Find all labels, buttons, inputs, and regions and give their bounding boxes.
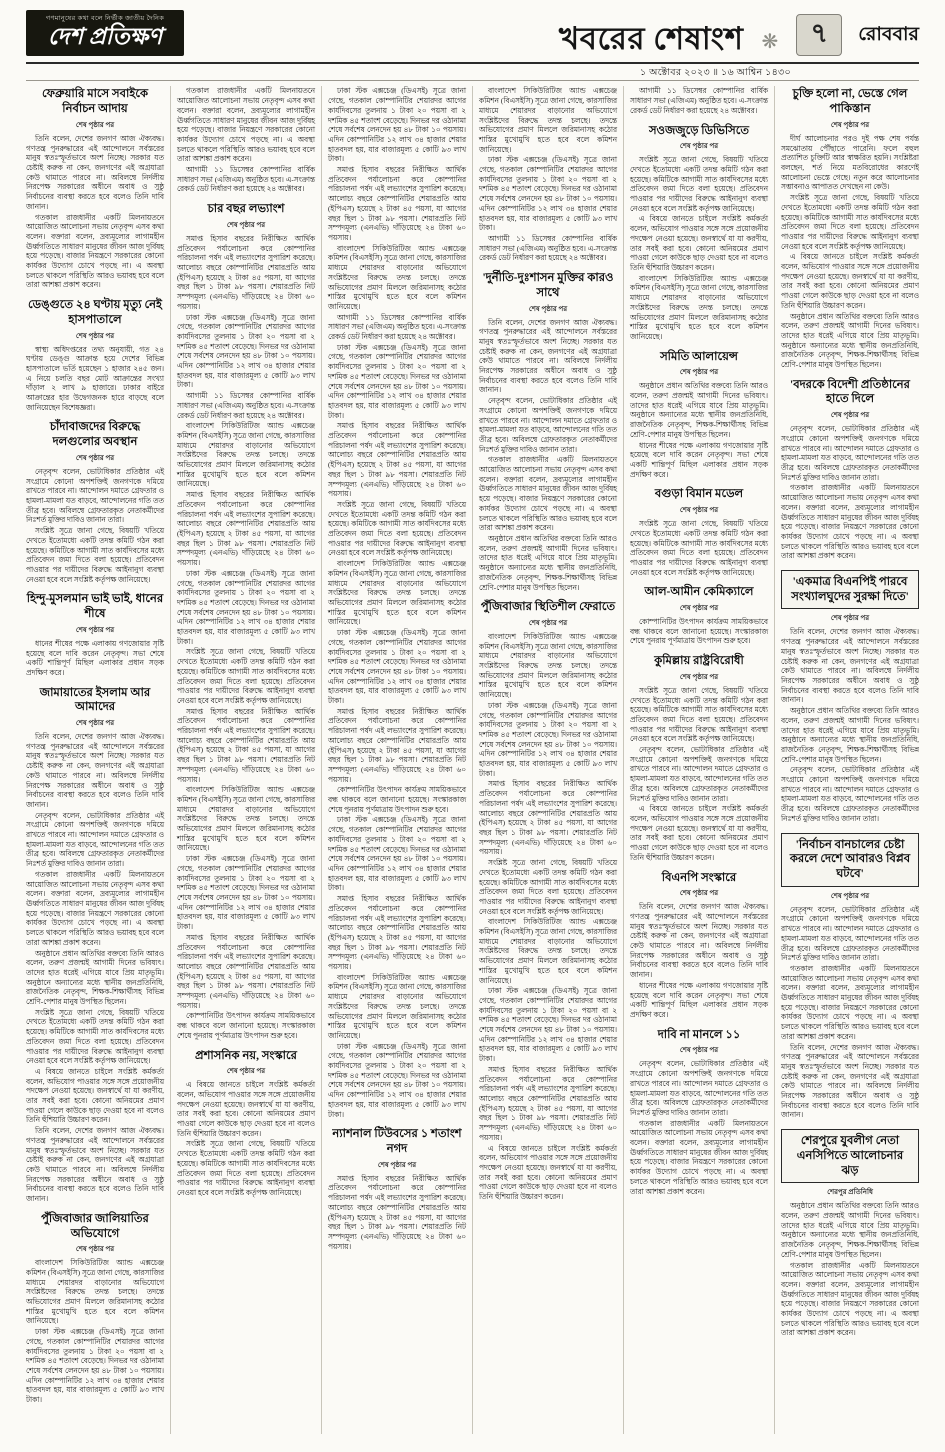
article-paragraph: আগামী ১১ ডিসেম্বর কোম্পানির বার্ষিক সাধারণ সভা (এজিএম) অনুষ্ঠিত হবে। এ-সংক্রান্ত রেকর্ড ডেট নির্ধারণ করা হয়েছে ২৪ অক্টোবর। — [630, 86, 768, 115]
issue-date: ১ অক্টোবর ২০২৩ ॥ ১৬ আশ্বিন ১৪৩০ — [640, 68, 791, 79]
page-header — [26, 10, 919, 64]
article-headline: চার বছর লভ্যাংশ — [207, 203, 285, 216]
newspaper-masthead — [26, 10, 184, 56]
weekday-label: রোববার — [858, 24, 919, 46]
article-headline: জামায়াতের ইসলাম আর আমাদের — [39, 686, 151, 714]
article-paragraph: সমাপ্ত হিসাব বছরের নিরীক্ষিত আর্থিক প্রতিবেদন পর্যালোচনা করে কোম্পানির পরিচালনা পর্ষদ এই লভ্যাংশের সুপারিশ করেছে। আলোচ্য বছরে কোম্পানিটির শেয়ারপ্রতি আয় (ইপিএস) হয়েছে ২ টাকা ৪৫ পয়সা, যা আগের বছর ছিল ১ টাকা ৯৮ পয়সা। শেয়ারপ্রতি নিট সম্পদমূল্য (এনএভি) দাঁড়িয়েছে ২৪ টাকা ৬০ পয়সায়। — [328, 1173, 466, 1251]
article-dateline: শেষ পৃষ্ঠার পর — [679, 142, 719, 151]
news-column-6 — [775, 86, 919, 1434]
article-headline: 'একমাত্র বিএনপিই পারবে সংখ্যালঘুদের সুরক্ষা দিতে' — [781, 570, 919, 609]
article-paragraph: ঢাকা স্টক এক্সচেঞ্জ (ডিএসই) সূত্রে জানা গেছে, গতকাল কোম্পানিটির শেয়ারদর আগের কার্যদিবসের তুলনায় ১ টাকা ২০ পয়সা বা ২ দশমিক ৪৫ শতাংশ বেড়েছে। দিনভর দর ওঠানামা শেষে সর্বশেষ লেনদেন হয় ৪৮ টাকা ১০ পয়সায়। এদিন কোম্পানিটির ১২ লাখ ৩৪ হাজার শেয়ার হাতবদল হয়, যার বাজারমূল্য ৫ কোটি ৯৩ লাখ টাকা। — [479, 986, 617, 1064]
article — [630, 585, 768, 646]
article-paragraph: সমাপ্ত হিসাব বছরের নিরীক্ষিত আর্থিক প্রতিবেদন পর্যালোচনা করে কোম্পানির পরিচালনা পর্ষদ এই লভ্যাংশের সুপারিশ করেছে। আলোচ্য বছরে কোম্পানিটির শেয়ারপ্রতি আয় (ইপিএস) হয়েছে ২ টাকা ৪৫ পয়সা, যা আগের বছর ছিল ১ টাকা ৯৮ পয়সা। শেয়ারপ্রতি নিট সম্পদমূল্য (এনএভি) দাঁড়িয়েছে ২৪ টাকা ৬০ পয়সায়। — [177, 490, 315, 568]
article — [479, 271, 617, 592]
article-paragraph: গতকাল রাজধানীর একটি মিলনায়তনে আয়োজিত আলোচনা সভায় নেতৃবৃন্দ এসব কথা বলেন। বক্তারা বলেন, দ্রব্যমূল্যের লাগামহীন ঊর্ধ্বগতিতে সাধারণ মানুষের জীবন আজ দুর্বিষহ হয়ে পড়েছে। বাজার নিয়ন্ত্রণে সরকারের কোনো কার্যকর উদ্যোগ চোখে পড়ছে না। এ অবস্থা চলতে থাকলে পরিস্থিতি আরও ভয়াবহ হবে বলে তারা আশঙ্কা প্রকাশ করেন। — [479, 455, 617, 533]
news-column-1 — [26, 86, 171, 1434]
article-paragraph: এ বিষয়ে জানতে চাইলে সংশ্লিষ্ট কর্মকর্তা বলেন, অভিযোগ পাওয়ার সঙ্গে সঙ্গে প্রয়োজনীয় পদক্ষেপ নেওয়া হয়েছে। জনস্বার্থে যা যা করণীয়, তার সবই করা হবে। কোনো অনিয়মের প্রমাণ পাওয়া গেলে কাউকে ছাড় দেওয়া হবে না বলেও তিনি হুঁশিয়ারি উচ্চারণ করেন। — [781, 252, 919, 310]
article-headline: শেরপুরে যুবলীগ নেতা এনসিপিতে আলোচনার ঝড় — [781, 1129, 919, 1183]
article-paragraph: গতকাল রাজধানীর একটি মিলনায়তনে আয়োজিত আলোচনা সভায় নেতৃবৃন্দ এসব কথা বলেন। বক্তারা বলেন, দ্রব্যমূল্যের লাগামহীন ঊর্ধ্বগতিতে সাধারণ মানুষের জীবন আজ দুর্বিষহ হয়ে পড়েছে। বাজার নিয়ন্ত্রণে সরকারের কোনো কার্যকর উদ্যোগ চোখে পড়ছে না। এ অবস্থা চলতে থাকলে পরিস্থিতি আরও ভয়াবহ হবে বলে তারা আশঙ্কা প্রকাশ করেন। — [781, 963, 919, 1041]
article-paragraph: ঢাকা স্টক এক্সচেঞ্জ (ডিএসই) সূত্রে জানা গেছে, গতকাল কোম্পানিটির শেয়ারদর আগের কার্যদিবসের তুলনায় ১ টাকা ২০ পয়সা বা ২ দশমিক ৪৫ শতাংশ বেড়েছে। দিনভর দর ওঠানামা শেষে সর্বশেষ লেনদেন হয় ৪৮ টাকা ১০ পয়সায়। এদিন কোম্পানিটির ১২ লাখ ৩৪ হাজার শেয়ার হাতবদল হয়, যার বাজারমূল্য ৫ কোটি ৯৩ লাখ টাকা। — [177, 568, 315, 646]
article-dateline: শেষ পৃষ্ঠার পর — [679, 604, 719, 613]
article-paragraph: ঢাকা স্টক এক্সচেঞ্জ (ডিএসই) সূত্রে জানা গেছে, গতকাল কোম্পানিটির শেয়ারদর আগের কার্যদিবসের তুলনায় ১ টাকা ২০ পয়সা বা ২ দশমিক ৪৫ শতাংশ বেড়েছে। দিনভর দর ওঠানামা শেষে সর্বশেষ লেনদেন হয় ৪৮ টাকা ১০ পয়সায়। এদিন কোম্পানিটির ১২ লাখ ৩৪ হাজার শেয়ার হাতবদল হয়, যার বাজারমূল্য ৫ কোটি ৯৩ লাখ টাকা। — [479, 700, 617, 778]
article-dateline: শেষ পৃষ্ঠার পর — [226, 1067, 266, 1076]
article — [26, 87, 164, 290]
masthead-tagline: গণমানুষের কথা বলে নির্ভীক জাতীয় দৈনিক — [45, 15, 165, 22]
article-dateline: শেষ পৃষ্ঠার পর — [226, 220, 266, 229]
article-paragraph: এ বিষয়ে জানতে চাইলে সংশ্লিষ্ট কর্মকর্তা বলেন, অভিযোগ পাওয়ার সঙ্গে সঙ্গে প্রয়োজনীয় পদক্ষেপ নেওয়া হয়েছে। জনস্বার্থে যা যা করণীয়, তার সবই করা হবে। কোনো অনিয়মের প্রমাণ পাওয়া গেলে কাউকে ছাড় দেওয়া হবে না বলেও তিনি হুঁশিয়ারি উচ্চারণ করেন। — [177, 1080, 315, 1138]
article-paragraph: সমাপ্ত হিসাব বছরের নিরীক্ষিত আর্থিক প্রতিবেদন পর্যালোচনা করে কোম্পানির পরিচালনা পর্ষদ এই লভ্যাংশের সুপারিশ করেছে। আলোচ্য বছরে কোম্পানিটির শেয়ারপ্রতি আয় (ইপিএস) হয়েছে ২ টাকা ৪৫ পয়সা, যা আগের বছর ছিল ১ টাকা ৯৮ পয়সা। শেয়ারপ্রতি নিট সম্পদমূল্য (এনএভি) দাঁড়িয়েছে ২৪ টাকা ৬০ পয়সায়। — [177, 932, 315, 1010]
article-dateline: শেষ পৃষ্ঠার পর — [679, 889, 719, 898]
article-paragraph: অনুষ্ঠানে প্রধান অতিথির বক্তব্যে তিনি আরও বলেন, তরুণ প্রজন্মই আগামী দিনের ভবিষ্যৎ। তাদের হাত ধরেই এগিয়ে যাবে প্রিয় মাতৃভূমি। অনুষ্ঠানে অন্যান্যের মধ্যে স্থানীয় জনপ্রতিনিধি, রাজনৈতিক নেতৃবৃন্দ, শিক্ষক-শিক্ষার্থীসহ বিভিন্ন শ্রেণি-পেশার মানুষ উপস্থিত ছিলেন। — [26, 948, 164, 1007]
article — [781, 87, 919, 369]
article — [630, 487, 768, 577]
article — [630, 1028, 768, 1197]
article-paragraph: সমাপ্ত হিসাব বছরের নিরীক্ষিত আর্থিক প্রতিবেদন পর্যালোচনা করে কোম্পানির পরিচালনা পর্ষদ এই লভ্যাংশের সুপারিশ করেছে। আলোচ্য বছরে কোম্পানিটির শেয়ারপ্রতি আয় (ইপিএস) হয়েছে ২ টাকা ৪৫ পয়সা, যা আগের বছর ছিল ১ টাকা ৯৮ পয়সা। শেয়ারপ্রতি নিট সম্পদমূল্য (এনএভি) দাঁড়িয়েছে ২৪ টাকা ৬০ পয়সায়। — [479, 1064, 617, 1142]
article-paragraph: নেতৃবৃন্দ বলেন, ভোটাধিকার প্রতিষ্ঠার এই সংগ্রামে কোনো অপশক্তিই জনগণকে দমিয়ে রাখতে পারবে না। আন্দোলন দমাতে গ্রেফতার ও হামলা-মামলা যত বাড়বে, আন্দোলনের গতি তত তীব্র হবে। অবিলম্বে গ্রেফতারকৃত নেতাকর্মীদের নিঃশর্ত মুক্তির দাবিও জানান তারা। — [781, 765, 919, 823]
article-paragraph: বাংলাদেশ সিকিউরিটিজ অ্যান্ড এক্সচেঞ্জ কমিশন (বিএসইসি) সূত্রে জানা গেছে, কারসাজির মাধ্যমে শেয়ারদর বাড়ানোর অভিযোগে সংশ্লিষ্টদের বিরুদ্ধে তদন্ত চলছে। তদন্তে অভিযোগের প্রমাণ মিললে জরিমানাসহ কঠোর শাস্তির মুখোমুখি হতে হবে বলে কমিশন জানিয়েছে। — [328, 243, 466, 311]
article-paragraph: সংশ্লিষ্ট সূত্রে জানা গেছে, বিষয়টি খতিয়ে দেখতে ইতোমধ্যে একটি তদন্ত কমিটি গঠন করা হয়েছে। কমিটিকে আগামী সাত কার্যদিবসের মধ্যে প্রতিবেদন জমা দিতে বলা হয়েছে। প্রতিবেদন পাওয়ার পর দায়ীদের বিরুদ্ধে আইনানুগ ব্যবস্থা নেওয়া হবে বলে সংশ্লিষ্ট কর্তৃপক্ষ জানিয়েছে। — [177, 1139, 315, 1197]
news-column-3 — [322, 86, 473, 1434]
article — [26, 1212, 164, 1405]
article-dateline: শেষ পৃষ্ঠার পর — [679, 1046, 719, 1055]
article-paragraph: আগামী ১১ ডিসেম্বর কোম্পানির বার্ষিক সাধারণ সভা (এজিএম) অনুষ্ঠিত হবে। এ-সংক্রান্ত রেকর্ড ডেট নির্ধারণ করা হয়েছে ২৪ অক্টোবর। — [479, 233, 617, 263]
page-number: ৭ — [810, 17, 828, 48]
article — [26, 298, 164, 412]
article-dateline: শেরপুর প্রতিনিধি — [827, 1188, 873, 1197]
article-paragraph: ঢাকা স্টক এক্সচেঞ্জ (ডিএসই) সূত্রে জানা গেছে, গতকাল কোম্পানিটির শেয়ারদর আগের কার্যদিবসের তুলনায় ১ টাকা ২০ পয়সা বা ২ দশমিক ৪৫ শতাংশ বেড়েছে। দিনভর দর ওঠানামা শেষে সর্বশেষ লেনদেন হয় ৪৮ টাকা ১০ পয়সায়। এদিন কোম্পানিটির ১২ লাখ ৩৪ হাজার শেয়ার হাতবদল হয়, যার বাজারমূল্য ৫ কোটি ৯৩ লাখ টাকা। — [328, 1041, 466, 1119]
article — [630, 350, 768, 480]
article-paragraph: বাংলাদেশ সিকিউরিটিজ অ্যান্ড এক্সচেঞ্জ কমিশন (বিএসইসি) সূত্রে জানা গেছে, কারসাজির মাধ্যমে শেয়ারদর বাড়ানোর অভিযোগে সংশ্লিষ্টদের বিরুদ্ধে তদন্ত চলছে। তদন্তে অভিযোগের প্রমাণ মিললে জরিমানাসহ কঠোর শাস্তির মুখোমুখি হতে হবে বলে কমিশন জানিয়েছে। — [328, 559, 466, 627]
article-paragraph: বাংলাদেশ সিকিউরিটিজ অ্যান্ড এক্সচেঞ্জ কমিশন (বিএসইসি) সূত্রে জানা গেছে, কারসাজির মাধ্যমে শেয়ারদর বাড়ানোর অভিযোগে সংশ্লিষ্টদের বিরুদ্ধে তদন্ত চলছে। তদন্তে অভিযোগের প্রমাণ মিললে জরিমানাসহ কঠোর শাস্তির মুখোমুখি হতে হবে বলে কমিশন জানিয়েছে। — [479, 86, 617, 154]
article-paragraph: নেতৃবৃন্দ বলেন, ভোটাধিকার প্রতিষ্ঠার এই সংগ্রামে কোনো অপশক্তিই জনগণকে দমিয়ে রাখতে পারবে না। আন্দোলন দমাতে গ্রেফতার ও হামলা-মামলা যত বাড়বে, আন্দোলনের গতি তত তীব্র হবে। অবিলম্বে গ্রেফতারকৃত নেতাকর্মীদের নিঃশর্ত মুক্তির দাবিও জানান তারা। — [781, 904, 919, 963]
article-paragraph: সংশ্লিষ্ট সূত্রে জানা গেছে, বিষয়টি খতিয়ে দেখতে ইতোমধ্যে একটি তদন্ত কমিটি গঠন করা হয়েছে। কমিটিকে আগামী সাত কার্যদিবসের মধ্যে প্রতিবেদন জমা দিতে বলা হয়েছে। প্রতিবেদন পাওয়ার পর দায়ীদের বিরুদ্ধে আইনানুগ ব্যবস্থা নেওয়া হবে বলে সংশ্লিষ্ট কর্তৃপক্ষ জানিয়েছে। — [177, 647, 315, 705]
article — [328, 1127, 466, 1251]
article — [630, 654, 768, 862]
article-paragraph: নেতৃবৃন্দ বলেন, ভোটাধিকার প্রতিষ্ঠার এই সংগ্রামে কোনো অপশক্তিই জনগণকে দমিয়ে রাখতে পারবে না। আন্দোলন দমাতে গ্রেফতার ও হামলা-মামলা যত বাড়বে, আন্দোলনের গতি তত তীব্র হবে। অবিলম্বে গ্রেফতারকৃত নেতাকর্মীদের নিঃশর্ত মুক্তির দাবিও জানান তারা। — [630, 1059, 768, 1117]
article-paragraph: ধানের শীষের পক্ষে এলাকায় গণজোয়ার সৃষ্টি হয়েছে বলে দাবি করেন নেতৃবৃন্দ। সভা শেষে একটি শান্তিপূর্ণ মিছিল এলাকার প্রধান সড়ক প্রদক্ষিণ করে। — [630, 440, 768, 479]
article-paragraph: বাংলাদেশ সিকিউরিটিজ অ্যান্ড এক্সচেঞ্জ কমিশন (বিএসইসি) সূত্রে জানা গেছে, কারসাজির মাধ্যমে শেয়ারদর বাড়ানোর অভিযোগে সংশ্লিষ্টদের বিরুদ্ধে তদন্ত চলছে। তদন্তে অভিযোগের প্রমাণ মিললে জরিমানাসহ কঠোর শাস্তির মুখোমুখি হতে হবে বলে কমিশন জানিয়েছে। — [26, 1258, 164, 1326]
article-paragraph: অনুষ্ঠানে প্রধান অতিথির বক্তব্যে তিনি আরও বলেন, তরুণ প্রজন্মই আগামী দিনের ভবিষ্যৎ। তাদের হাত ধরেই এগিয়ে যাবে প্রিয় মাতৃভূমি। অনুষ্ঠানে অন্যান্যের মধ্যে স্থানীয় জনপ্রতিনিধি, রাজনৈতিক নেতৃবৃন্দ, শিক্ষক-শিক্ষার্থীসহ বিভিন্ন শ্রেণি-পেশার মানুষ উপস্থিত ছিলেন। — [630, 381, 768, 439]
article-paragraph: তিনি বলেন, দেশের জনগণ আজ ঐক্যবদ্ধ। গণতন্ত্র পুনরুদ্ধারের এই আন্দোলনে সর্বস্তরের মানুষ স্বতঃস্ফূর্তভাবে অংশ নিচ্ছে। সরকার যত চেষ্টাই করুক না কেন, জনগণের এই অগ্রযাত্রা কেউ থামাতে পারবে না। অবিলম্বে নির্দলীয় নিরপেক্ষ সরকারের অধীনে অবাধ ও সুষ্ঠু নির্বাচনের ব্যবস্থা করতে হবে বলেও তিনি দাবি জানান। — [26, 1126, 164, 1204]
article-paragraph: ঢাকা স্টক এক্সচেঞ্জ (ডিএসই) সূত্রে জানা গেছে, গতকাল কোম্পানিটির শেয়ারদর আগের কার্যদিবসের তুলনায় ১ টাকা ২০ পয়সা বা ২ দশমিক ৪৫ শতাংশ বেড়েছে। দিনভর দর ওঠানামা শেষে সর্বশেষ লেনদেন হয় ৪৮ টাকা ১০ পয়সায়। এদিন কোম্পানিটির ১২ লাখ ৩৪ হাজার শেয়ার হাতবদল হয়, যার বাজারমূল্য ৫ কোটি ৯৩ লাখ টাকা। — [328, 815, 466, 893]
news-column-4 — [473, 86, 624, 1434]
article-paragraph: গতকাল রাজধানীর একটি মিলনায়তনে আয়োজিত আলোচনা সভায় নেতৃবৃন্দ এসব কথা বলেন। বক্তারা বলেন, দ্রব্যমূল্যের লাগামহীন ঊর্ধ্বগতিতে সাধারণ মানুষের জীবন আজ দুর্বিষহ হয়ে পড়েছে। বাজার নিয়ন্ত্রণে সরকারের কোনো কার্যকর উদ্যোগ চোখে পড়ছে না। এ অবস্থা চলতে থাকলে পরিস্থিতি আরও ভয়াবহ হবে বলে তারা আশঙ্কা প্রকাশ করেন। — [781, 1260, 919, 1338]
article-paragraph: নেতৃবৃন্দ বলেন, ভোটাধিকার প্রতিষ্ঠার এই সংগ্রামে কোনো অপশক্তিই জনগণকে দমিয়ে রাখতে পারবে না। আন্দোলন দমাতে গ্রেফতার ও হামলা-মামলা যত বাড়বে, আন্দোলনের গতি তত তীব্র হবে। অবিলম্বে গ্রেফতারকৃত নেতাকর্মীদের নিঃশর্ত মুক্তির দাবিও জানান তারা। — [630, 745, 768, 803]
article-paragraph: নেতৃবৃন্দ বলেন, ভোটাধিকার প্রতিষ্ঠার এই সংগ্রামে কোনো অপশক্তিই জনগণকে দমিয়ে রাখতে পারবে না। আন্দোলন দমাতে গ্রেফতার ও হামলা-মামলা যত বাড়বে, আন্দোলনের গতি তত তীব্র হবে। অবিলম্বে গ্রেফতারকৃত নেতাকর্মীদের নিঃশর্ত মুক্তির দাবিও জানান তারা। — [26, 466, 164, 525]
news-column-2 — [171, 86, 322, 1434]
article-continuation — [177, 86, 315, 194]
article — [177, 1049, 315, 1198]
article-headline: ন্যাশনাল টিউবসের ১ শতাংশ নগদ — [332, 1128, 462, 1155]
article-paragraph: সমাপ্ত হিসাব বছরের নিরীক্ষিত আর্থিক প্রতিবেদন পর্যালোচনা করে কোম্পানির পরিচালনা পর্ষদ এই লভ্যাংশের সুপারিশ করেছে। আলোচ্য বছরে কোম্পানিটির শেয়ারপ্রতি আয় (ইপিএস) হয়েছে ২ টাকা ৪৫ পয়সা, যা আগের বছর ছিল ১ টাকা ৯৮ পয়সা। শেয়ারপ্রতি নিট সম্পদমূল্য (এনএভি) দাঁড়িয়েছে ২৪ টাকা ৬০ পয়সায়। — [328, 165, 466, 242]
article-headline: বিএনপি সংস্কারে — [661, 871, 737, 884]
article-paragraph: সংশ্লিষ্ট সূত্রে জানা গেছে, বিষয়টি খতিয়ে দেখতে ইতোমধ্যে একটি তদন্ত কমিটি গঠন করা হয়েছে। কমিটিকে আগামী সাত কার্যদিবসের মধ্যে প্রতিবেদন জমা দিতে বলা হয়েছে। প্রতিবেদন পাওয়ার পর দায়ীদের বিরুদ্ধে আইনানুগ ব্যবস্থা নেওয়া হবে বলে সংশ্লিষ্ট কর্তৃপক্ষ জানিয়েছে। — [26, 1007, 164, 1066]
article-paragraph: এ বিষয়ে জানতে চাইলে সংশ্লিষ্ট কর্মকর্তা বলেন, অভিযোগ পাওয়ার সঙ্গে সঙ্গে প্রয়োজনীয় পদক্ষেপ নেওয়া হয়েছে। জনস্বার্থে যা যা করণীয়, তার সবই করা হবে। কোনো অনিয়মের প্রমাণ পাওয়া গেলে কাউকে ছাড় দেওয়া হবে না বলেও তিনি হুঁশিয়ারি উচ্চারণ করেন। — [26, 1066, 164, 1125]
article-continuation — [630, 86, 768, 115]
article-paragraph: গতকাল রাজধানীর একটি মিলনায়তনে আয়োজিত আলোচনা সভায় নেতৃবৃন্দ এসব কথা বলেন। বক্তারা বলেন, দ্রব্যমূল্যের লাগামহীন ঊর্ধ্বগতিতে সাধারণ মানুষের জীবন আজ দুর্বিষহ হয়ে পড়েছে। বাজার নিয়ন্ত্রণে সরকারের কোনো কার্যকর উদ্যোগ চোখে পড়ছে না। এ অবস্থা চলতে থাকলে পরিস্থিতি আরও ভয়াবহ হবে বলে তারা আশঙ্কা প্রকাশ করেন। — [781, 483, 919, 561]
article-dateline: শেষ পৃষ্ঠার পর — [75, 331, 115, 340]
article — [26, 420, 164, 584]
article-paragraph: এ বিষয়ে জানতে চাইলে সংশ্লিষ্ট কর্মকর্তা বলেন, অভিযোগ পাওয়ার সঙ্গে সঙ্গে প্রয়োজনীয় পদক্ষেপ নেওয়া হয়েছে। জনস্বার্থে যা যা করণীয়, তার সবই করা হবে। কোনো অনিয়মের প্রমাণ পাওয়া গেলে কাউকে ছাড় দেওয়া হবে না বলেও তিনি হুঁশিয়ারি উচ্চারণ করেন। — [630, 804, 768, 862]
article-headline: বগুড়া বিমান মডেল — [654, 488, 744, 501]
article-paragraph: তিনি বলেন, দেশের জনগণ আজ ঐক্যবদ্ধ। গণতন্ত্র পুনরুদ্ধারের এই আন্দোলনে সর্বস্তরের মানুষ স্বতঃস্ফূর্তভাবে অংশ নিচ্ছে। সরকার যত চেষ্টাই করুক না কেন, জনগণের এই অগ্রযাত্রা কেউ থামাতে পারবে না। অবিলম্বে নির্দলীয় নিরপেক্ষ সরকারের অধীনে অবাধ ও সুষ্ঠু নির্বাচনের ব্যবস্থা করতে হবে বলেও তিনি দাবি জানান। — [26, 732, 164, 809]
article-headline: সমিতি আলায়েন্স — [660, 350, 738, 363]
article-paragraph: তিনি বলেন, দেশের জনগণ আজ ঐক্যবদ্ধ। গণতন্ত্র পুনরুদ্ধারের এই আন্দোলনে সর্বস্তরের মানুষ স্বতঃস্ফূর্তভাবে অংশ নিচ্ছে। সরকার যত চেষ্টাই করুক না কেন, জনগণের এই অগ্রযাত্রা কেউ থামাতে পারবে না। অবিলম্বে নির্দলীয় নিরপেক্ষ সরকারের অধীনে অবাধ ও সুষ্ঠু নির্বাচনের ব্যবস্থা করতে হবে বলেও তিনি দাবি জানান। — [781, 1042, 919, 1120]
article — [177, 202, 315, 1040]
article-paragraph: সমাপ্ত হিসাব বছরের নিরীক্ষিত আর্থিক প্রতিবেদন পর্যালোচনা করে কোম্পানির পরিচালনা পর্ষদ এই লভ্যাংশের সুপারিশ করেছে। আলোচ্য বছরে কোম্পানিটির শেয়ারপ্রতি আয় (ইপিএস) হয়েছে ২ টাকা ৪৫ পয়সা, যা আগের বছর ছিল ১ টাকা ৯৮ পয়সা। শেয়ারপ্রতি নিট সম্পদমূল্য (এনএভি) দাঁড়িয়েছে ২৪ টাকা ৬০ পয়সায়। — [177, 706, 315, 784]
article-paragraph: দীর্ঘ আলোচনার পরও দুই পক্ষ শেষ পর্যন্ত সমঝোতায় পৌঁছাতে পারেনি। ফলে বহুল প্রত্যাশিত চুক্তিটি আর স্বাক্ষরিত হয়নি। সংশ্লিষ্টরা বলছেন, শর্ত নিয়ে মতবিরোধের কারণেই আলোচনা ভেস্তে গেছে। নতুন করে আলোচনার সম্ভাবনাও আপাতত দেখছেন না কেউ। — [781, 133, 919, 192]
article-paragraph: সমাপ্ত হিসাব বছরের নিরীক্ষিত আর্থিক প্রতিবেদন পর্যালোচনা করে কোম্পানির পরিচালনা পর্ষদ এই লভ্যাংশের সুপারিশ করেছে। আলোচ্য বছরে কোম্পানিটির শেয়ারপ্রতি আয় (ইপিএস) হয়েছে ২ টাকা ৪৫ পয়সা, যা আগের বছর ছিল ১ টাকা ৯৮ পয়সা। শেয়ারপ্রতি নিট সম্পদমূল্য (এনএভি) দাঁড়িয়েছে ২৪ টাকা ৬০ পয়সায়। — [328, 421, 466, 499]
article-headline: ডেঙ্গুতে ২৪ ঘণ্টায় মৃত্যু নেই হাসপাতালে — [27, 299, 163, 326]
article-dateline: শেষ পৃষ্ঠার পর — [75, 120, 115, 129]
article-paragraph: নেতৃবৃন্দ বলেন, ভোটাধিকার প্রতিষ্ঠার এই সংগ্রামে কোনো অপশক্তিই জনগণকে দমিয়ে রাখতে পারবে না। আন্দোলন দমাতে গ্রেফতার ও হামলা-মামলা যত বাড়বে, আন্দোলনের গতি তত তীব্র হবে। অবিলম্বে গ্রেফতারকৃত নেতাকর্মীদের নিঃশর্ত মুক্তির দাবিও জানান তারা। — [781, 424, 919, 482]
article-paragraph: অনুষ্ঠানে প্রধান অতিথির বক্তব্যে তিনি আরও বলেন, তরুণ প্রজন্মই আগামী দিনের ভবিষ্যৎ। তাদের হাত ধরেই এগিয়ে যাবে প্রিয় মাতৃভূমি। অনুষ্ঠানে অন্যান্যের মধ্যে স্থানীয় জনপ্রতিনিধি, রাজনৈতিক নেতৃবৃন্দ, শিক্ষক-শিক্ষার্থীসহ বিভিন্ন শ্রেণি-পেশার মানুষ উপস্থিত ছিলেন। — [781, 706, 919, 764]
article-dateline: শেষ পৃষ্ঠার পর — [75, 625, 115, 634]
article — [479, 600, 617, 1202]
article-paragraph: সংশ্লিষ্ট সূত্রে জানা গেছে, বিষয়টি খতিয়ে দেখতে ইতোমধ্যে একটি তদন্ত কমিটি গঠন করা হয়েছে। কমিটিকে আগামী সাত কার্যদিবসের মধ্যে প্রতিবেদন জমা দিতে বলা হয়েছে। প্রতিবেদন পাওয়ার পর দায়ীদের বিরুদ্ধে আইনানুগ ব্যবস্থা নেওয়া হবে বলে সংশ্লিষ্ট কর্তৃপক্ষ জানিয়েছে। — [630, 155, 768, 213]
article-headline: পুঁজিবাজার স্থিতিশীল ফেরাতে — [480, 601, 616, 614]
article-headline: ফেব্রুয়ারি মাসে সবাইকে নির্বাচন আদায় — [41, 88, 149, 116]
article-headline: সওজজুড়ে ডিভিসিতে — [648, 124, 750, 137]
article-paragraph: সমাপ্ত হিসাব বছরের নিরীক্ষিত আর্থিক প্রতিবেদন পর্যালোচনা করে কোম্পানির পরিচালনা পর্ষদ এই লভ্যাংশের সুপারিশ করেছে। আলোচ্য বছরে কোম্পানিটির শেয়ারপ্রতি আয় (ইপিএস) হয়েছে ২ টাকা ৪৫ পয়সা, যা আগের বছর ছিল ১ টাকা ৯৮ পয়সা। শেয়ারপ্রতি নিট সম্পদমূল্য (এনএভি) দাঁড়িয়েছে ২৪ টাকা ৬০ পয়সায়। — [328, 706, 466, 784]
article-paragraph: ঢাকা স্টক এক্সচেঞ্জ (ডিএসই) সূত্রে জানা গেছে, গতকাল কোম্পানিটির শেয়ারদর আগের কার্যদিবসের তুলনায় ১ টাকা ২০ পয়সা বা ২ দশমিক ৪৫ শতাংশ বেড়েছে। দিনভর দর ওঠানামা শেষে সর্বশেষ লেনদেন হয় ৪৮ টাকা ১০ পয়সায়। এদিন কোম্পানিটির ১২ লাখ ৩৪ হাজার শেয়ার হাতবদল হয়, যার বাজারমূল্য ৫ কোটি ৯৩ লাখ টাকা। — [328, 628, 466, 706]
article-headline: হিন্দু-মুসলমান ভাই ভাই, ধানের শীষে — [26, 593, 164, 621]
article-paragraph: ঢাকা স্টক এক্সচেঞ্জ (ডিএসই) সূত্রে জানা গেছে, গতকাল কোম্পানিটির শেয়ারদর আগের কার্যদিবসের তুলনায় ১ টাকা ২০ পয়সা বা ২ দশমিক ৪৫ শতাংশ বেড়েছে। দিনভর দর ওঠানামা শেষে সর্বশেষ লেনদেন হয় ৪৮ টাকা ১০ পয়সায়। এদিন কোম্পানিটির ১২ লাখ ৩৪ হাজার শেয়ার হাতবদল হয়, যার বাজারমূল্য ৫ কোটি ৯৩ লাখ টাকা। — [177, 854, 315, 932]
article — [781, 570, 919, 824]
flower-ornament-icon: ❋ — [761, 31, 779, 54]
article-paragraph: তিনি বলেন, দেশের জনগণ আজ ঐক্যবদ্ধ। গণতন্ত্র পুনরুদ্ধারের এই আন্দোলনে সর্বস্তরের মানুষ স্বতঃস্ফূর্তভাবে অংশ নিচ্ছে। সরকার যত চেষ্টাই করুক না কেন, জনগণের এই অগ্রযাত্রা কেউ থামাতে পারবে না। অবিলম্বে নির্দলীয় নিরপেক্ষ সরকারের অধীনে অবাধ ও সুষ্ঠু নির্বাচনের ব্যবস্থা করতে হবে বলেও তিনি দাবি জানান। — [630, 902, 768, 980]
article-headline: চাঁদাবাজদের বিরুদ্ধে দলগুলোর অবস্থান — [49, 421, 141, 449]
article-paragraph: ঢাকা স্টক এক্সচেঞ্জ (ডিএসই) সূত্রে জানা গেছে, গতকাল কোম্পানিটির শেয়ারদর আগের কার্যদিবসের তুলনায় ১ টাকা ২০ পয়সা বা ২ দশমিক ৪৫ শতাংশ বেড়েছে। দিনভর দর ওঠানামা শেষে সর্বশেষ লেনদেন হয় ৪৮ টাকা ১০ পয়সায়। এদিন কোম্পানিটির ১২ লাখ ৩৪ হাজার শেয়ার হাতবদল হয়, যার বাজারমূল্য ৫ কোটি ৯৩ লাখ টাকা। — [177, 312, 315, 390]
article-paragraph: গতকাল রাজধানীর একটি মিলনায়তনে আয়োজিত আলোচনা সভায় নেতৃবৃন্দ এসব কথা বলেন। বক্তারা বলেন, দ্রব্যমূল্যের লাগামহীন ঊর্ধ্বগতিতে সাধারণ মানুষের জীবন আজ দুর্বিষহ হয়ে পড়েছে। বাজার নিয়ন্ত্রণে সরকারের কোনো কার্যকর উদ্যোগ চোখে পড়ছে না। এ অবস্থা চলতে থাকলে পরিস্থিতি আরও ভয়াবহ হবে বলে তারা আশঙ্কা প্রকাশ করেন। — [26, 212, 164, 290]
article-paragraph: কোম্পানিটির উৎপাদন কার্যক্রম সাময়িকভাবে বন্ধ থাকবে বলে জানানো হয়েছে। সংস্কারকাজ শেষে পুনরায় পূর্ণমাত্রায় উৎপাদন শুরু হবে। — [328, 785, 466, 814]
article-paragraph: সংশ্লিষ্ট সূত্রে জানা গেছে, বিষয়টি খতিয়ে দেখতে ইতোমধ্যে একটি তদন্ত কমিটি গঠন করা হয়েছে। কমিটিকে আগামী সাত কার্যদিবসের মধ্যে প্রতিবেদন জমা দিতে বলা হয়েছে। প্রতিবেদন পাওয়ার পর দায়ীদের বিরুদ্ধে আইনানুগ ব্যবস্থা নেওয়া হবে বলে সংশ্লিষ্ট কর্তৃপক্ষ জানিয়েছে। — [630, 685, 768, 744]
newspaper-logo: দেশ প্রতিক্ষণ — [47, 24, 163, 49]
article-continuation — [479, 86, 617, 263]
article-dateline: শেষ পৃষ্ঠার পর — [679, 672, 719, 681]
article-headline: 'বদরকে বিদেশী প্রতিষ্ঠানের হাতে দিলে — [790, 378, 910, 406]
article-paragraph: গতকাল রাজধানীর একটি মিলনায়তনে আয়োজিত আলোচনা সভায় নেতৃবৃন্দ এসব কথা বলেন। বক্তারা বলেন, দ্রব্যমূল্যের লাগামহীন ঊর্ধ্বগতিতে সাধারণ মানুষের জীবন আজ দুর্বিষহ হয়ে পড়েছে। বাজার নিয়ন্ত্রণে সরকারের কোনো কার্যকর উদ্যোগ চোখে পড়ছে না। এ অবস্থা চলতে থাকলে পরিস্থিতি আরও ভয়াবহ হবে বলে তারা আশঙ্কা প্রকাশ করেন। — [630, 1118, 768, 1196]
article-paragraph: আগামী ১১ ডিসেম্বর কোম্পানির বার্ষিক সাধারণ সভা (এজিএম) অনুষ্ঠিত হবে। এ-সংক্রান্ত রেকর্ড ডেট নির্ধারণ করা হয়েছে ২৪ অক্টোবর। — [177, 165, 315, 194]
news-column-5 — [624, 86, 775, 1434]
article-paragraph: কোম্পানিটির উৎপাদন কার্যক্রম সাময়িকভাবে বন্ধ থাকবে বলে জানানো হয়েছে। সংস্কারকাজ শেষে পুনরায় পূর্ণমাত্রায় উৎপাদন শুরু হবে। — [630, 617, 768, 646]
article-dateline: শেষ পৃষ্ঠার পর — [830, 120, 870, 129]
article-paragraph: বাংলাদেশ সিকিউরিটিজ অ্যান্ড এক্সচেঞ্জ কমিশন (বিএসইসি) সূত্রে জানা গেছে, কারসাজির মাধ্যমে শেয়ারদর বাড়ানোর অভিযোগে সংশ্লিষ্টদের বিরুদ্ধে তদন্ত চলছে। তদন্তে অভিযোগের প্রমাণ মিললে জরিমানাসহ কঠোর শাস্তির মুখোমুখি হতে হবে বলে কমিশন জানিয়েছে। — [177, 421, 315, 489]
article-paragraph: ধানের শীষের পক্ষে এলাকায় গণজোয়ার সৃষ্টি হয়েছে বলে দাবি করেন নেতৃবৃন্দ। সভা শেষে একটি শান্তিপূর্ণ মিছিল এলাকার প্রধান সড়ক প্রদক্ষিণ করে। — [26, 638, 164, 677]
article — [26, 592, 164, 677]
article-paragraph: নেতৃবৃন্দ বলেন, ভোটাধিকার প্রতিষ্ঠার এই সংগ্রামে কোনো অপশক্তিই জনগণকে দমিয়ে রাখতে পারবে না। আন্দোলন দমাতে গ্রেফতার ও হামলা-মামলা যত বাড়বে, আন্দোলনের গতি তত তীব্র হবে। অবিলম্বে গ্রেফতারকৃত নেতাকর্মীদের নিঃশর্ত মুক্তির দাবিও জানান তারা। — [26, 810, 164, 869]
article-paragraph: অনুষ্ঠানে প্রধান অতিথির বক্তব্যে তিনি আরও বলেন, তরুণ প্রজন্মই আগামী দিনের ভবিষ্যৎ। তাদের হাত ধরেই এগিয়ে যাবে প্রিয় মাতৃভূমি। অনুষ্ঠানে অন্যান্যের মধ্যে স্থানীয় জনপ্রতিনিধি, রাজনৈতিক নেতৃবৃন্দ, শিক্ষক-শিক্ষার্থীসহ বিভিন্ন শ্রেণি-পেশার মানুষ উপস্থিত ছিলেন। — [781, 1201, 919, 1259]
article-paragraph: কোম্পানিটির উৎপাদন কার্যক্রম সাময়িকভাবে বন্ধ থাকবে বলে জানানো হয়েছে। সংস্কারকাজ শেষে পুনরায় পূর্ণমাত্রায় উৎপাদন শুরু হবে। — [177, 1011, 315, 1040]
article — [781, 378, 919, 561]
article-paragraph: অনুষ্ঠানে প্রধান অতিথির বক্তব্যে তিনি আরও বলেন, তরুণ প্রজন্মই আগামী দিনের ভবিষ্যৎ। তাদের হাত ধরেই এগিয়ে যাবে প্রিয় মাতৃভূমি। অনুষ্ঠানে অন্যান্যের মধ্যে স্থানীয় জনপ্রতিনিধি, রাজনৈতিক নেতৃবৃন্দ, শিক্ষক-শিক্ষার্থীসহ বিভিন্ন শ্রেণি-পেশার মানুষ উপস্থিত ছিলেন। — [479, 534, 617, 592]
article-dateline: শেষ পৃষ্ঠার পর — [830, 891, 870, 900]
article-paragraph: অনুষ্ঠানে প্রধান অতিথির বক্তব্যে তিনি আরও বলেন, তরুণ প্রজন্মই আগামী দিনের ভবিষ্যৎ। তাদের হাত ধরেই এগিয়ে যাবে প্রিয় মাতৃভূমি। অনুষ্ঠানে অন্যান্যের মধ্যে স্থানীয় জনপ্রতিনিধি, রাজনৈতিক নেতৃবৃন্দ, শিক্ষক-শিক্ষার্থীসহ বিভিন্ন শ্রেণি-পেশার মানুষ উপস্থিত ছিলেন। — [781, 311, 919, 370]
article-dateline: শেষ পৃষ্ঠার পর — [377, 1160, 417, 1169]
article-paragraph: সমাপ্ত হিসাব বছরের নিরীক্ষিত আর্থিক প্রতিবেদন পর্যালোচনা করে কোম্পানির পরিচালনা পর্ষদ এই লভ্যাংশের সুপারিশ করেছে। আলোচ্য বছরে কোম্পানিটির শেয়ারপ্রতি আয় (ইপিএস) হয়েছে ২ টাকা ৪৫ পয়সা, যা আগের বছর ছিল ১ টাকা ৯৮ পয়সা। শেয়ারপ্রতি নিট সম্পদমূল্য (এনএভি) দাঁড়িয়েছে ২৪ টাকা ৬০ পয়সায়। — [177, 233, 315, 311]
article-paragraph: সংশ্লিষ্ট সূত্রে জানা গেছে, বিষয়টি খতিয়ে দেখতে ইতোমধ্যে একটি তদন্ত কমিটি গঠন করা হয়েছে। কমিটিকে আগামী সাত কার্যদিবসের মধ্যে প্রতিবেদন জমা দিতে বলা হয়েছে। প্রতিবেদন পাওয়ার পর দায়ীদের বিরুদ্ধে আইনানুগ ব্যবস্থা নেওয়া হবে বলে সংশ্লিষ্ট কর্তৃপক্ষ জানিয়েছে। — [479, 858, 617, 916]
page-number-badge — [796, 14, 842, 56]
article-paragraph: সংশ্লিষ্ট সূত্রে জানা গেছে, বিষয়টি খতিয়ে দেখতে ইতোমধ্যে একটি তদন্ত কমিটি গঠন করা হয়েছে। কমিটিকে আগামী সাত কার্যদিবসের মধ্যে প্রতিবেদন জমা দিতে বলা হয়েছে। প্রতিবেদন পাওয়ার পর দায়ীদের বিরুদ্ধে আইনানুগ ব্যবস্থা নেওয়া হবে বলে সংশ্লিষ্ট কর্তৃপক্ষ জানিয়েছে। — [328, 499, 466, 558]
article-dateline: শেষ পৃষ্ঠার পর — [679, 368, 719, 377]
article-paragraph: স্বাস্থ্য অধিদপ্তরের তথ্য অনুযায়ী, গত ২৪ ঘণ্টায় ডেঙ্গু আক্রান্ত হয়ে দেশের বিভিন্ন হাসপাতালে ভর্তি হয়েছেন ১ হাজার ২৪৫ জন। এ নিয়ে চলতি বছর মোট আক্রান্তের সংখ্যা দাঁড়াল ২ লাখ ৯ হাজারে। ঢাকার বাইরে আক্রান্তের হার উদ্বেগজনক হারে বাড়ছে বলে জানিয়েছেন বিশেষজ্ঞরা। — [26, 344, 164, 412]
article — [26, 686, 164, 1204]
article-headline: প্রশাসনিক নয়, সংস্কারে — [195, 1049, 297, 1062]
article-headline: পুঁজিবাজার জালিয়াতির অভিযোগে — [41, 1212, 149, 1240]
article-paragraph: তিনি বলেন, দেশের জনগণ আজ ঐক্যবদ্ধ। গণতন্ত্র পুনরুদ্ধারের এই আন্দোলনে সর্বস্তরের মানুষ স্বতঃস্ফূর্তভাবে অংশ নিচ্ছে। সরকার যত চেষ্টাই করুক না কেন, জনগণের এই অগ্রযাত্রা কেউ থামাতে পারবে না। অবিলম্বে নির্দলীয় নিরপেক্ষ সরকারের অধীনে অবাধ ও সুষ্ঠু নির্বাচনের ব্যবস্থা করতে হবে বলেও তিনি দাবি জানান। — [26, 133, 164, 211]
article — [781, 833, 919, 1121]
article-paragraph: ঢাকা স্টক এক্সচেঞ্জ (ডিএসই) সূত্রে জানা গেছে, গতকাল কোম্পানিটির শেয়ারদর আগের কার্যদিবসের তুলনায় ১ টাকা ২০ পয়সা বা ২ দশমিক ৪৫ শতাংশ বেড়েছে। দিনভর দর ওঠানামা শেষে সর্বশেষ লেনদেন হয় ৪৮ টাকা ১০ পয়সায়। এদিন কোম্পানিটির ১২ লাখ ৩৪ হাজার শেয়ার হাতবদল হয়, যার বাজারমূল্য ৫ কোটি ৯৩ লাখ টাকা। — [479, 155, 617, 233]
article-paragraph: নেতৃবৃন্দ বলেন, ভোটাধিকার প্রতিষ্ঠার এই সংগ্রামে কোনো অপশক্তিই জনগণকে দমিয়ে রাখতে পারবে না। আন্দোলন দমাতে গ্রেফতার ও হামলা-মামলা যত বাড়বে, আন্দোলনের গতি তত তীব্র হবে। অবিলম্বে গ্রেফতারকৃত নেতাকর্মীদের নিঃশর্ত মুক্তির দাবিও জানান তারা। — [479, 396, 617, 454]
article-headline: কুমিল্লায় রাষ্ট্রবিরোধী — [654, 655, 744, 668]
article-paragraph: এ বিষয়ে জানতে চাইলে সংশ্লিষ্ট কর্মকর্তা বলেন, অভিযোগ পাওয়ার সঙ্গে সঙ্গে প্রয়োজনীয় পদক্ষেপ নেওয়া হয়েছে। জনস্বার্থে যা যা করণীয়, তার সবই করা হবে। কোনো অনিয়মের প্রমাণ পাওয়া গেলে কাউকে ছাড় দেওয়া হবে না বলেও তিনি হুঁশিয়ারি উচ্চারণ করেন। — [479, 1143, 617, 1202]
article-paragraph: গতকাল রাজধানীর একটি মিলনায়তনে আয়োজিত আলোচনা সভায় নেতৃবৃন্দ এসব কথা বলেন। বক্তারা বলেন, দ্রব্যমূল্যের লাগামহীন ঊর্ধ্বগতিতে সাধারণ মানুষের জীবন আজ দুর্বিষহ হয়ে পড়েছে। বাজার নিয়ন্ত্রণে সরকারের কোনো কার্যকর উদ্যোগ চোখে পড়ছে না। এ অবস্থা চলতে থাকলে পরিস্থিতি আরও ভয়াবহ হবে বলে তারা আশঙ্কা প্রকাশ করেন। — [26, 869, 164, 947]
article-paragraph: সংশ্লিষ্ট সূত্রে জানা গেছে, বিষয়টি খতিয়ে দেখতে ইতোমধ্যে একটি তদন্ত কমিটি গঠন করা হয়েছে। কমিটিকে আগামী সাত কার্যদিবসের মধ্যে প্রতিবেদন জমা দিতে বলা হয়েছে। প্রতিবেদন পাওয়ার পর দায়ীদের বিরুদ্ধে আইনানুগ ব্যবস্থা নেওয়া হবে বলে সংশ্লিষ্ট কর্তৃপক্ষ জানিয়েছে। — [26, 526, 164, 584]
article-paragraph: বাংলাদেশ সিকিউরিটিজ অ্যান্ড এক্সচেঞ্জ কমিশন (বিএসইসি) সূত্রে জানা গেছে, কারসাজির মাধ্যমে শেয়ারদর বাড়ানোর অভিযোগে সংশ্লিষ্টদের বিরুদ্ধে তদন্ত চলছে। তদন্তে অভিযোগের প্রমাণ মিললে জরিমানাসহ কঠোর শাস্তির মুখোমুখি হতে হবে বলে কমিশন জানিয়েছে। — [328, 972, 466, 1040]
columns — [26, 86, 919, 1434]
article-dateline: শেষ পৃষ্ঠার পর — [528, 304, 568, 313]
article-paragraph: তিনি বলেন, দেশের জনগণ আজ ঐক্যবদ্ধ। গণতন্ত্র পুনরুদ্ধারের এই আন্দোলনে সর্বস্তরের মানুষ স্বতঃস্ফূর্তভাবে অংশ নিচ্ছে। সরকার যত চেষ্টাই করুক না কেন, জনগণের এই অগ্রযাত্রা কেউ থামাতে পারবে না। অবিলম্বে নির্দলীয় নিরপেক্ষ সরকারের অধীনে অবাধ ও সুষ্ঠু নির্বাচনের ব্যবস্থা করতে হবে বলেও তিনি দাবি জানান। — [479, 317, 617, 395]
article-paragraph: সংশ্লিষ্ট সূত্রে জানা গেছে, বিষয়টি খতিয়ে দেখতে ইতোমধ্যে একটি তদন্ত কমিটি গঠন করা হয়েছে। কমিটিকে আগামী সাত কার্যদিবসের মধ্যে প্রতিবেদন জমা দিতে বলা হয়েছে। প্রতিবেদন পাওয়ার পর দায়ীদের বিরুদ্ধে আইনানুগ ব্যবস্থা নেওয়া হবে বলে সংশ্লিষ্ট কর্তৃপক্ষ জানিয়েছে। — [630, 519, 768, 577]
article-paragraph: বাংলাদেশ সিকিউরিটিজ অ্যান্ড এক্সচেঞ্জ কমিশন (বিএসইসি) সূত্রে জানা গেছে, কারসাজির মাধ্যমে শেয়ারদর বাড়ানোর অভিযোগে সংশ্লিষ্টদের বিরুদ্ধে তদন্ত চলছে। তদন্তে অভিযোগের প্রমাণ মিললে জরিমানাসহ কঠোর শাস্তির মুখোমুখি হতে হবে বলে কমিশন জানিয়েছে। — [630, 273, 768, 341]
section-title: খবরের শেষাংশ — [558, 21, 744, 57]
article-paragraph: ধানের শীষের পক্ষে এলাকায় গণজোয়ার সৃষ্টি হয়েছে বলে দাবি করেন নেতৃবৃন্দ। সভা শেষে একটি শান্তিপূর্ণ মিছিল এলাকার প্রধান সড়ক প্রদক্ষিণ করে। — [630, 980, 768, 1019]
article-paragraph: তিনি বলেন, দেশের জনগণ আজ ঐক্যবদ্ধ। গণতন্ত্র পুনরুদ্ধারের এই আন্দোলনে সর্বস্তরের মানুষ স্বতঃস্ফূর্তভাবে অংশ নিচ্ছে। সরকার যত চেষ্টাই করুক না কেন, জনগণের এই অগ্রযাত্রা কেউ থামাতে পারবে না। অবিলম্বে নির্দলীয় নিরপেক্ষ সরকারের অধীনে অবাধ ও সুষ্ঠু নির্বাচনের ব্যবস্থা করতে হবে বলেও তিনি দাবি জানান। — [781, 627, 919, 705]
article-paragraph: বাংলাদেশ সিকিউরিটিজ অ্যান্ড এক্সচেঞ্জ কমিশন (বিএসইসি) সূত্রে জানা গেছে, কারসাজির মাধ্যমে শেয়ারদর বাড়ানোর অভিযোগে সংশ্লিষ্টদের বিরুদ্ধে তদন্ত চলছে। তদন্তে অভিযোগের প্রমাণ মিললে জরিমানাসহ কঠোর শাস্তির মুখোমুখি হতে হবে বলে কমিশন জানিয়েছে। — [479, 917, 617, 985]
article-headline: দাবি না মানলে ১১ — [657, 1028, 741, 1041]
article-paragraph: এ বিষয়ে জানতে চাইলে সংশ্লিষ্ট কর্মকর্তা বলেন, অভিযোগ পাওয়ার সঙ্গে সঙ্গে প্রয়োজনীয় পদক্ষেপ নেওয়া হয়েছে। জনস্বার্থে যা যা করণীয়, তার সবই করা হবে। কোনো অনিয়মের প্রমাণ পাওয়া গেলে কাউকে ছাড় দেওয়া হবে না বলেও তিনি হুঁশিয়ারি উচ্চারণ করেন। — [630, 214, 768, 272]
article-dateline: শেষ পৃষ্ঠার পর — [528, 618, 568, 627]
article-headline: আল-আমীন কেমিক্যালে — [644, 586, 754, 599]
article-dateline: শেষ পৃষ্ঠার পর — [75, 453, 115, 462]
article-paragraph: ঢাকা স্টক এক্সচেঞ্জ (ডিএসই) সূত্রে জানা গেছে, গতকাল কোম্পানিটির শেয়ারদর আগের কার্যদিবসের তুলনায় ১ টাকা ২০ পয়সা বা ২ দশমিক ৪৫ শতাংশ বেড়েছে। দিনভর দর ওঠানামা শেষে সর্বশেষ লেনদেন হয় ৪৮ টাকা ১০ পয়সায়। এদিন কোম্পানিটির ১২ লাখ ৩৪ হাজার শেয়ার হাতবদল হয়, যার বাজারমূল্য ৫ কোটি ৯৩ লাখ টাকা। — [328, 86, 466, 164]
article-dateline: শেষ পৃষ্ঠার পর — [75, 1245, 115, 1254]
article-paragraph: বাংলাদেশ সিকিউরিটিজ অ্যান্ড এক্সচেঞ্জ কমিশন (বিএসইসি) সূত্রে জানা গেছে, কারসাজির মাধ্যমে শেয়ারদর বাড়ানোর অভিযোগে সংশ্লিষ্টদের বিরুদ্ধে তদন্ত চলছে। তদন্তে অভিযোগের প্রমাণ মিললে জরিমানাসহ কঠোর শাস্তির মুখোমুখি হতে হবে বলে কমিশন জানিয়েছে। — [177, 785, 315, 853]
article — [630, 124, 768, 342]
article-paragraph: ঢাকা স্টক এক্সচেঞ্জ (ডিএসই) সূত্রে জানা গেছে, গতকাল কোম্পানিটির শেয়ারদর আগের কার্যদিবসের তুলনায় ১ টাকা ২০ পয়সা বা ২ দশমিক ৪৫ শতাংশ বেড়েছে। দিনভর দর ওঠানামা শেষে সর্বশেষ লেনদেন হয় ৪৮ টাকা ১০ পয়সায়। এদিন কোম্পানিটির ১২ লাখ ৩৪ হাজার শেয়ার হাতবদল হয়, যার বাজারমূল্য ৫ কোটি ৯৩ লাখ টাকা। — [26, 1327, 164, 1405]
header-rule — [26, 64, 919, 81]
article-paragraph: সমাপ্ত হিসাব বছরের নিরীক্ষিত আর্থিক প্রতিবেদন পর্যালোচনা করে কোম্পানির পরিচালনা পর্ষদ এই লভ্যাংশের সুপারিশ করেছে। আলোচ্য বছরে কোম্পানিটির শেয়ারপ্রতি আয় (ইপিএস) হয়েছে ২ টাকা ৪৫ পয়সা, যা আগের বছর ছিল ১ টাকা ৯৮ পয়সা। শেয়ারপ্রতি নিট সম্পদমূল্য (এনএভি) দাঁড়িয়েছে ২৪ টাকা ৬০ পয়সায়। — [479, 779, 617, 857]
article-paragraph: গতকাল রাজধানীর একটি মিলনায়তনে আয়োজিত আলোচনা সভায় নেতৃবৃন্দ এসব কথা বলেন। বক্তারা বলেন, দ্রব্যমূল্যের লাগামহীন ঊর্ধ্বগতিতে সাধারণ মানুষের জীবন আজ দুর্বিষহ হয়ে পড়েছে। বাজার নিয়ন্ত্রণে সরকারের কোনো কার্যকর উদ্যোগ চোখে পড়ছে না। এ অবস্থা চলতে থাকলে পরিস্থিতি আরও ভয়াবহ হবে বলে তারা আশঙ্কা প্রকাশ করেন। — [177, 86, 315, 164]
article-dateline: শেষ পৃষ্ঠার পর — [75, 719, 115, 728]
article-dateline: শেষ পৃষ্ঠার পর — [679, 506, 719, 515]
article-headline: 'দুর্নীতি-দুঃশাসন মুক্তির কারও সাথে — [482, 272, 614, 299]
article-paragraph: ঢাকা স্টক এক্সচেঞ্জ (ডিএসই) সূত্রে জানা গেছে, গতকাল কোম্পানিটির শেয়ারদর আগের কার্যদিবসের তুলনায় ১ টাকা ২০ পয়সা বা ২ দশমিক ৪৫ শতাংশ বেড়েছে। দিনভর দর ওঠানামা শেষে সর্বশেষ লেনদেন হয় ৪৮ টাকা ১০ পয়সায়। এদিন কোম্পানিটির ১২ লাখ ৩৪ হাজার শেয়ার হাতবদল হয়, যার বাজারমূল্য ৫ কোটি ৯৩ লাখ টাকা। — [328, 342, 466, 420]
article-continuation — [328, 86, 466, 1119]
article-headline: 'নির্বাচন বানচালের চেষ্টা করলে দেশে আবারও বিপ্লব ঘটবে' — [781, 833, 919, 887]
article-paragraph: সংশ্লিষ্ট সূত্রে জানা গেছে, বিষয়টি খতিয়ে দেখতে ইতোমধ্যে একটি তদন্ত কমিটি গঠন করা হয়েছে। কমিটিকে আগামী সাত কার্যদিবসের মধ্যে প্রতিবেদন জমা দিতে বলা হয়েছে। প্রতিবেদন পাওয়ার পর দায়ীদের বিরুদ্ধে আইনানুগ ব্যবস্থা নেওয়া হবে বলে সংশ্লিষ্ট কর্তৃপক্ষ জানিয়েছে। — [781, 193, 919, 251]
article — [781, 1129, 919, 1338]
article-dateline: শেষ পৃষ্ঠার পর — [830, 411, 870, 420]
article-paragraph: আগামী ১১ ডিসেম্বর কোম্পানির বার্ষিক সাধারণ সভা (এজিএম) অনুষ্ঠিত হবে। এ-সংক্রান্ত রেকর্ড ডেট নির্ধারণ করা হয়েছে ২৪ অক্টোবর। — [328, 312, 466, 342]
article-dateline: শেষ পৃষ্ঠার পর — [830, 614, 870, 623]
article-headline: চুক্তি হলো না, ভেস্তে গেল পাকিস্তান — [792, 88, 908, 116]
article-paragraph: বাংলাদেশ সিকিউরিটিজ অ্যান্ড এক্সচেঞ্জ কমিশন (বিএসইসি) সূত্রে জানা গেছে, কারসাজির মাধ্যমে শেয়ারদর বাড়ানোর অভিযোগে সংশ্লিষ্টদের বিরুদ্ধে তদন্ত চলছে। তদন্তে অভিযোগের প্রমাণ মিললে জরিমানাসহ কঠোর শাস্তির মুখোমুখি হতে হবে বলে কমিশন জানিয়েছে। — [479, 631, 617, 700]
article — [630, 871, 768, 1020]
article-paragraph: আগামী ১১ ডিসেম্বর কোম্পানির বার্ষিক সাধারণ সভা (এজিএম) অনুষ্ঠিত হবে। এ-সংক্রান্ত রেকর্ড ডেট নির্ধারণ করা হয়েছে ২৪ অক্টোবর। — [177, 391, 315, 420]
article-paragraph: সমাপ্ত হিসাব বছরের নিরীক্ষিত আর্থিক প্রতিবেদন পর্যালোচনা করে কোম্পানির পরিচালনা পর্ষদ এই লভ্যাংশের সুপারিশ করেছে। আলোচ্য বছরে কোম্পানিটির শেয়ারপ্রতি আয় (ইপিএস) হয়েছে ২ টাকা ৪৫ পয়সা, যা আগের বছর ছিল ১ টাকা ৯৮ পয়সা। শেয়ারপ্রতি নিট সম্পদমূল্য (এনএভি) দাঁড়িয়েছে ২৪ টাকা ৬০ পয়সায়। — [328, 894, 466, 972]
